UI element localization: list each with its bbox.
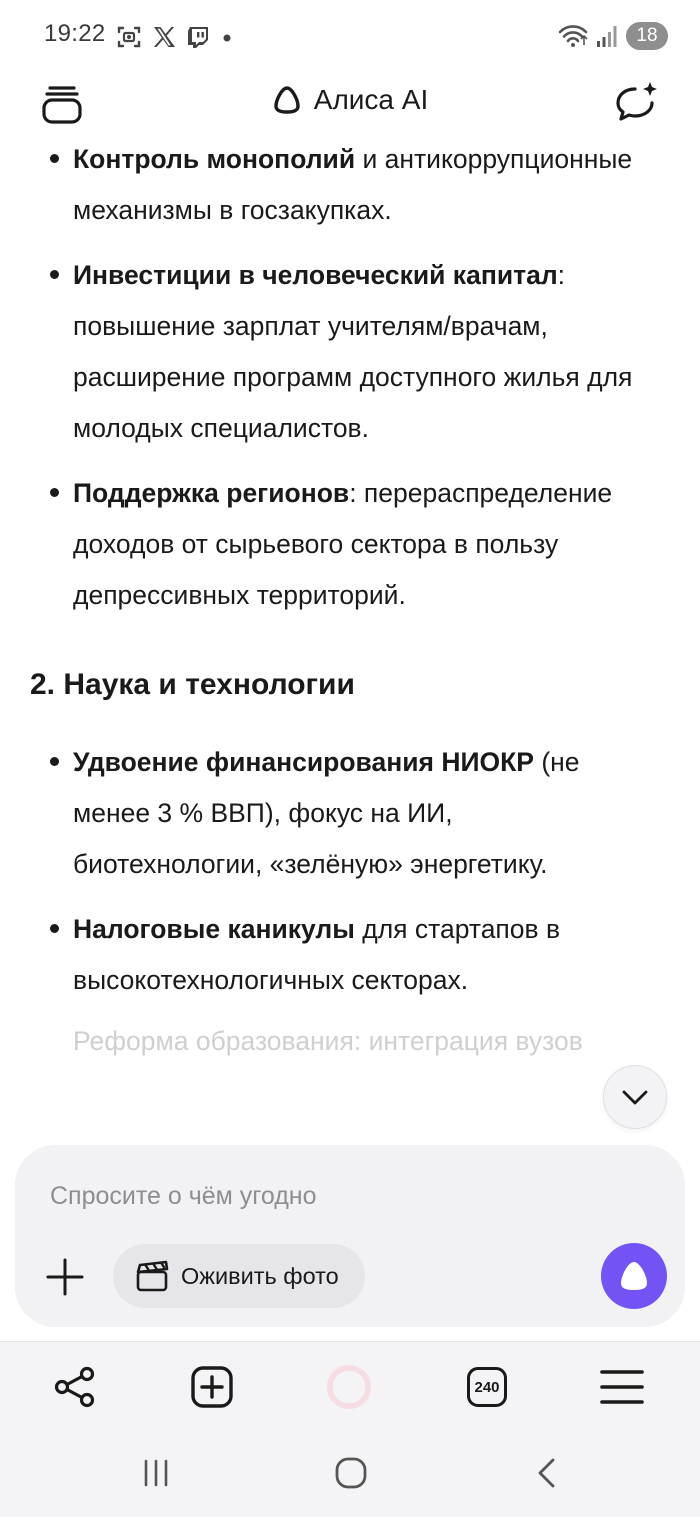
animate-photo-chip[interactable] <box>113 1244 365 1308</box>
browser-toolbar <box>0 1341 700 1434</box>
bullet-bold: Удвоение финансирования НИОКР <box>73 747 534 777</box>
signal-icon <box>596 24 618 48</box>
system-nav-bar <box>0 1433 700 1517</box>
tabs-button[interactable] <box>464 1364 510 1410</box>
new-tab-button[interactable] <box>189 1364 235 1410</box>
alice-faded-icon <box>326 1363 372 1411</box>
bullet-text: для стартапов в высокотехнологичных секторах. <box>73 914 561 995</box>
chevron-down-icon <box>619 1081 651 1113</box>
bullet-dot <box>50 488 59 497</box>
back-chevron-icon <box>531 1456 565 1490</box>
bullet-dot <box>50 924 59 933</box>
bullet-bold: Поддержка регионов <box>73 478 350 508</box>
faded-next-line: Реформа образования: интеграция вузов <box>73 1026 583 1056</box>
attach-button[interactable] <box>45 1257 85 1297</box>
twitch-icon <box>186 25 210 49</box>
alice-logo-icon <box>272 85 302 115</box>
status-icons-right <box>558 22 668 50</box>
back-button[interactable] <box>528 1453 568 1493</box>
status-time: 19:22 <box>44 20 106 47</box>
wifi-icon <box>558 23 588 49</box>
list-item <box>0 737 700 890</box>
app-title-text: Алиса AI <box>313 84 429 115</box>
bullet-text: : перераспределение доходов от сырьевого сектора в пользу депрессивных территорий. <box>73 478 613 610</box>
status-icons-left <box>116 24 234 50</box>
plus-icon <box>45 1257 85 1297</box>
bullet-text: (не менее 3 % ВВП), фокус на ИИ, биотехнологии, «зелёную» энергетику. <box>73 747 580 879</box>
alice-icon <box>617 1259 651 1293</box>
status-bar <box>0 0 700 76</box>
list-item <box>0 250 700 454</box>
bullet-bold: Контроль монополий <box>73 144 356 174</box>
new-chat-button[interactable] <box>614 80 660 126</box>
bullet-text: и антикоррупционные механизмы в госзакупках. <box>73 144 633 225</box>
chat-answer <box>0 134 700 1146</box>
bullet-bold: Налоговые каникулы <box>73 914 355 944</box>
clapperboard-icon <box>135 1259 169 1293</box>
bullet-list-bottom <box>0 737 700 1006</box>
tabs-count-icon <box>467 1367 507 1407</box>
list-item <box>0 134 700 236</box>
hamburger-menu-icon <box>599 1367 645 1407</box>
x-icon <box>152 25 176 49</box>
recent-apps-button[interactable] <box>136 1453 176 1493</box>
app-title <box>0 84 700 116</box>
scroll-down-button[interactable] <box>603 1065 667 1129</box>
bullet-dot <box>50 270 59 279</box>
share-button[interactable] <box>52 1364 98 1410</box>
new-chat-sparkle-icon <box>614 80 660 126</box>
battery-icon <box>626 22 668 50</box>
home-button[interactable] <box>331 1453 371 1493</box>
screenshot-icon <box>116 24 142 50</box>
recent-apps-icon <box>139 1456 173 1490</box>
section-heading: 2. Наука и технологии <box>30 668 355 701</box>
prompt-input[interactable] <box>48 1175 612 1217</box>
battery-level: 18 <box>636 25 658 46</box>
menu-button[interactable] <box>599 1364 645 1410</box>
bullet-bold: Инвестиции в человеческий капитал <box>73 260 558 290</box>
list-item <box>0 468 700 621</box>
plus-square-icon <box>190 1365 234 1409</box>
composer <box>15 1145 685 1327</box>
bullet-dot <box>50 757 59 766</box>
animate-photo-label: Оживить фото <box>181 1262 339 1289</box>
list-item <box>0 904 700 1006</box>
bullet-text: : повышение зарплат учителям/врачам, расширение программ доступного жилья для молодых специалистов. <box>73 260 633 443</box>
alice-voice-button[interactable] <box>601 1243 667 1309</box>
bullet-list-top <box>0 134 700 621</box>
share-icon <box>53 1365 97 1409</box>
app-header <box>0 76 700 134</box>
tabs-count: 240 <box>474 1378 500 1396</box>
alice-home-button[interactable] <box>326 1364 372 1410</box>
home-icon <box>333 1455 369 1491</box>
bullet-dot <box>50 154 59 163</box>
dot-icon <box>220 25 234 49</box>
